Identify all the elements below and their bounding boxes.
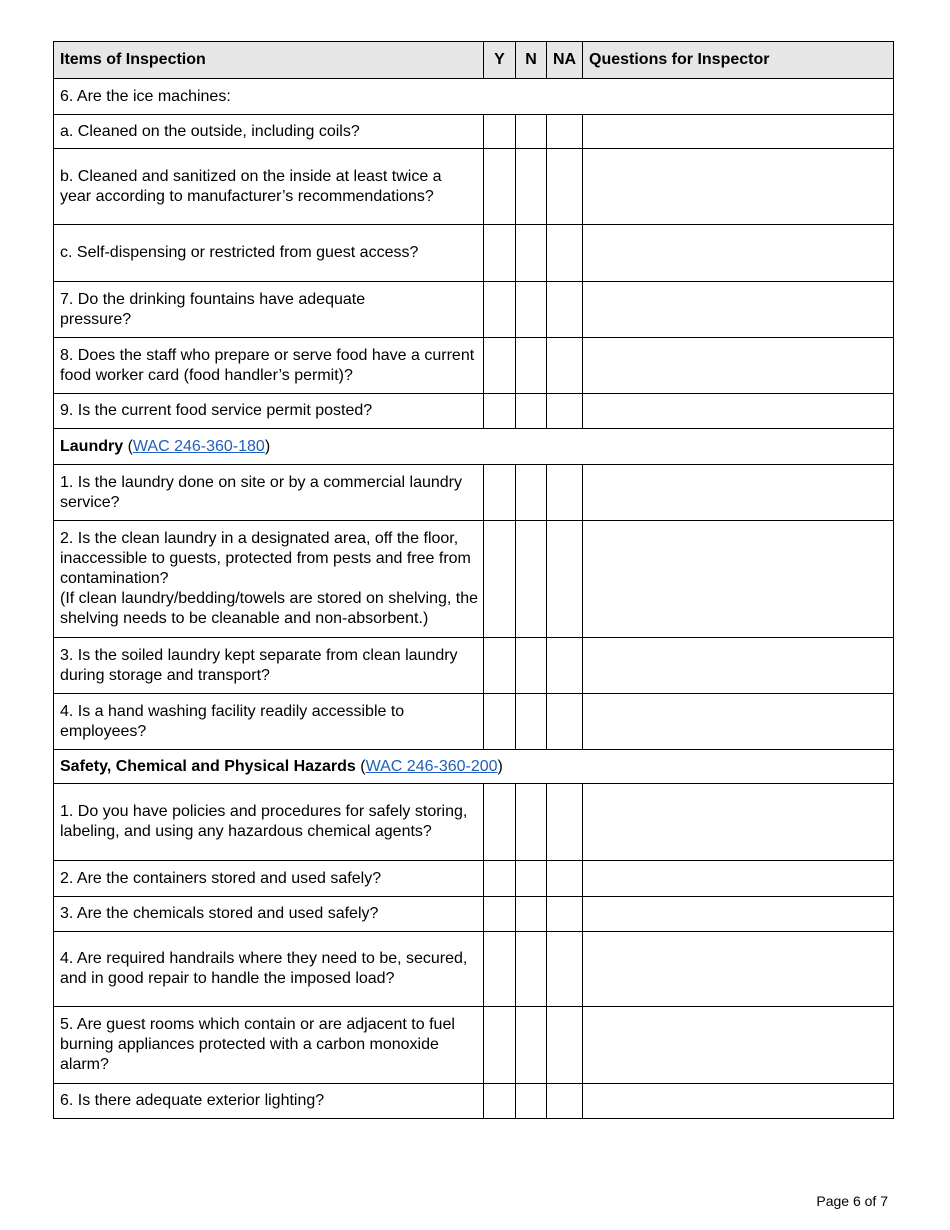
safety-wac-link[interactable]: WAC 246-360-200 <box>365 757 498 775</box>
laundry-question-3: 3. Is the soiled laundry kept separate from clean laundry during storage and transport? <box>54 638 484 694</box>
na-cell[interactable] <box>547 115 583 149</box>
table-row <box>54 115 894 149</box>
y-cell[interactable] <box>484 784 516 861</box>
inspector-notes-cell[interactable] <box>583 932 894 1007</box>
y-cell[interactable] <box>484 149 516 225</box>
table-row <box>54 861 894 897</box>
inspector-notes-cell[interactable] <box>583 225 894 282</box>
table-row <box>54 897 894 932</box>
na-cell[interactable] <box>547 465 583 521</box>
na-cell[interactable] <box>547 897 583 932</box>
y-cell[interactable] <box>484 694 516 750</box>
table-header-row <box>54 42 894 79</box>
y-cell[interactable] <box>484 861 516 897</box>
table-row <box>54 932 894 1007</box>
y-cell[interactable] <box>484 115 516 149</box>
safety-paren-open: ( <box>355 757 366 775</box>
inspector-notes-cell[interactable] <box>583 115 894 149</box>
table-row <box>54 394 894 429</box>
y-cell[interactable] <box>484 1007 516 1084</box>
inspector-notes-cell[interactable] <box>583 638 894 694</box>
inspector-notes-cell[interactable] <box>583 149 894 225</box>
ice-machines-question: 6. Are the ice machines: <box>54 79 894 115</box>
n-cell[interactable] <box>516 1007 547 1084</box>
table-row <box>54 149 894 225</box>
header-na: NA <box>547 42 583 79</box>
table-row <box>54 1007 894 1084</box>
na-cell[interactable] <box>547 1084 583 1119</box>
y-cell[interactable] <box>484 394 516 429</box>
table-row <box>54 694 894 750</box>
inspector-notes-cell[interactable] <box>583 897 894 932</box>
inspector-notes-cell[interactable] <box>583 338 894 394</box>
inspector-notes-cell[interactable] <box>583 861 894 897</box>
safety-paren-close: ) <box>497 757 503 775</box>
food-worker-card-question: 8. Does the staff who prepare or serve food have a current food worker card (food handler’s permit)? <box>54 338 484 394</box>
na-cell[interactable] <box>547 1007 583 1084</box>
table-row <box>54 521 894 638</box>
inspector-notes-cell[interactable] <box>583 521 894 638</box>
safety-section-row <box>54 750 894 784</box>
laundry-question-1: 1. Is the laundry done on site or by a commercial laundry service? <box>54 465 484 521</box>
na-cell[interactable] <box>547 694 583 750</box>
inspector-notes-cell[interactable] <box>583 282 894 338</box>
y-cell[interactable] <box>484 638 516 694</box>
inspector-notes-cell[interactable] <box>583 784 894 861</box>
drinking-fountains-question: 7. Do the drinking fountains have adequate pressure? <box>54 282 484 338</box>
n-cell[interactable] <box>516 694 547 750</box>
na-cell[interactable] <box>547 282 583 338</box>
na-cell[interactable] <box>547 521 583 638</box>
y-cell[interactable] <box>484 338 516 394</box>
inspector-notes-cell[interactable] <box>583 694 894 750</box>
na-cell[interactable] <box>547 861 583 897</box>
header-items: Items of Inspection <box>54 42 484 79</box>
laundry-question-2-main: 2. Is the clean laundry in a designated area, off the floor, inaccessible to guests, protected from pests and free from contamination? <box>60 530 471 587</box>
y-cell[interactable] <box>484 897 516 932</box>
inspection-table <box>53 41 894 1119</box>
na-cell[interactable] <box>547 784 583 861</box>
n-cell[interactable] <box>516 521 547 638</box>
safety-question-3: 3. Are the chemicals stored and used safely? <box>54 897 484 932</box>
na-cell[interactable] <box>547 638 583 694</box>
n-cell[interactable] <box>516 282 547 338</box>
n-cell[interactable] <box>516 149 547 225</box>
n-cell[interactable] <box>516 638 547 694</box>
n-cell[interactable] <box>516 225 547 282</box>
ice-item-c: c. Self-dispensing or restricted from guest access? <box>54 225 484 282</box>
table-row <box>54 1084 894 1119</box>
table-row <box>54 282 894 338</box>
header-questions: Questions for Inspector <box>583 42 894 79</box>
safety-question-2: 2. Are the containers stored and used safely? <box>54 861 484 897</box>
y-cell[interactable] <box>484 225 516 282</box>
laundry-question-2-note: (If clean laundry/bedding/towels are stored on shelving, the shelving needs to be cleanable and non-absorbent.) <box>60 590 479 627</box>
y-cell[interactable] <box>484 932 516 1007</box>
laundry-title: Laundry <box>60 437 124 455</box>
ice-item-b: b. Cleaned and sanitized on the inside at least twice a year according to manufacturer’s recommendations? <box>54 149 484 225</box>
n-cell[interactable] <box>516 465 547 521</box>
table-row <box>54 465 894 521</box>
table-row <box>54 638 894 694</box>
n-cell[interactable] <box>516 1084 547 1119</box>
table-row <box>54 338 894 394</box>
safety-question-5: 5. Are guest rooms which contain or are adjacent to fuel burning appliances protected with a carbon monoxide alarm? <box>54 1007 484 1084</box>
laundry-section-row <box>54 429 894 465</box>
y-cell[interactable] <box>484 521 516 638</box>
na-cell[interactable] <box>547 932 583 1007</box>
inspector-notes-cell[interactable] <box>583 394 894 429</box>
laundry-section-heading <box>54 429 894 465</box>
safety-title: Safety, Chemical and Physical Hazards <box>60 757 356 775</box>
na-cell[interactable] <box>547 225 583 282</box>
laundry-paren-open: ( <box>123 437 133 455</box>
laundry-question-4: 4. Is a hand washing facility readily accessible to employees? <box>54 694 484 750</box>
na-cell[interactable] <box>547 338 583 394</box>
inspector-notes-cell[interactable] <box>583 1084 894 1119</box>
safety-question-4: 4. Are required handrails where they need to be, secured, and in good repair to handle the imposed load? <box>54 932 484 1007</box>
inspector-notes-cell[interactable] <box>583 1007 894 1084</box>
n-cell[interactable] <box>516 897 547 932</box>
na-cell[interactable] <box>547 149 583 225</box>
laundry-question-2 <box>54 521 484 638</box>
header-y: Y <box>484 42 516 79</box>
n-cell[interactable] <box>516 932 547 1007</box>
safety-question-1: 1. Do you have policies and procedures for safely storing, labeling, and using any hazardous chemical agents? <box>54 784 484 861</box>
safety-section-heading <box>54 750 894 784</box>
safety-question-6: 6. Is there adequate exterior lighting? <box>54 1084 484 1119</box>
n-cell[interactable] <box>516 115 547 149</box>
y-cell[interactable] <box>484 1084 516 1119</box>
laundry-paren-close: ) <box>264 437 271 455</box>
page-number: Page 6 of 7 <box>816 1193 888 1209</box>
ice-item-a: a. Cleaned on the outside, including coils? <box>54 115 484 149</box>
food-permit-question: 9. Is the current food service permit posted? <box>54 394 484 429</box>
n-cell[interactable] <box>516 338 547 394</box>
y-cell[interactable] <box>484 282 516 338</box>
header-n: N <box>516 42 547 79</box>
inspector-notes-cell[interactable] <box>583 465 894 521</box>
table-row <box>54 225 894 282</box>
table-row <box>54 79 894 115</box>
y-cell[interactable] <box>484 465 516 521</box>
n-cell[interactable] <box>516 784 547 861</box>
n-cell[interactable] <box>516 861 547 897</box>
na-cell[interactable] <box>547 394 583 429</box>
n-cell[interactable] <box>516 394 547 429</box>
laundry-wac-link[interactable]: WAC 246-360-180 <box>132 437 265 455</box>
table-row <box>54 784 894 861</box>
